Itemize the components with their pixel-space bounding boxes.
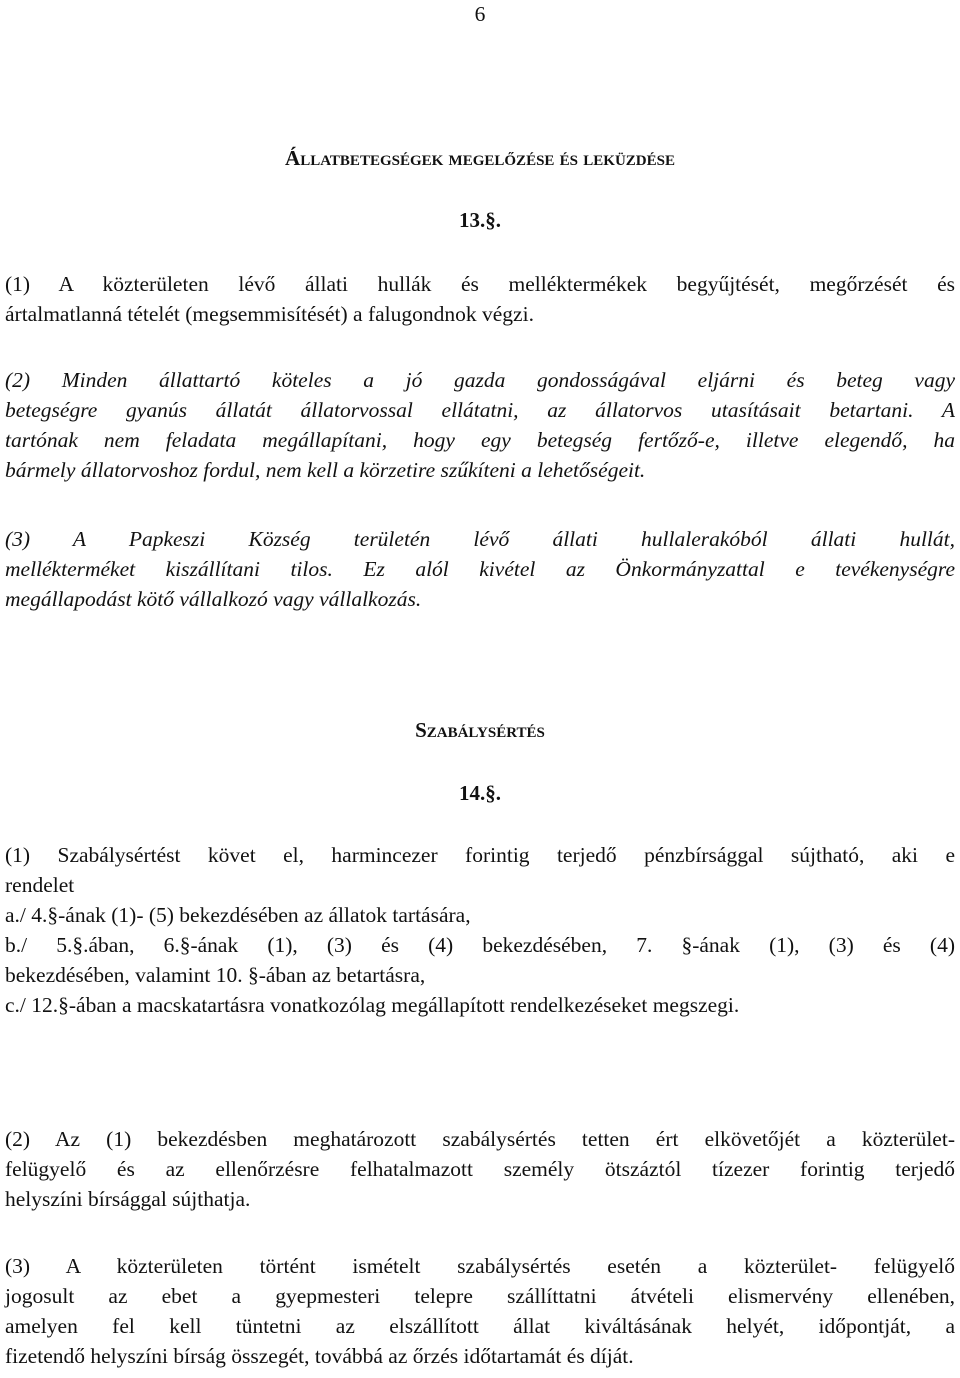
paragraph-line: jogosult az ebet a gyepmesteri telepre szállíttatni átvételi elismervény ellenében, <box>5 1284 955 1308</box>
paragraph-13-3 <box>5 524 955 614</box>
paragraph-line: c./ 12.§-ában a macskatartásra vonatkozólag megállapított rendelkezéseket megszegi. <box>5 993 740 1017</box>
section-number-13: 13.§. <box>459 208 501 232</box>
paragraph-line: fizetendő helyszíni bírság összegét, továbbá az őrzés időtartamát és díját. <box>5 1344 634 1368</box>
section-title-offences: Szabálysértés <box>415 718 545 742</box>
paragraph-14-1 <box>5 840 955 1020</box>
paragraph-line: tartónak nem feladata megállapítani, hogy egy betegség fertőző-e, illetve elegendő, ha <box>5 428 955 452</box>
paragraph-line: (3) A Papkeszi Község területén lévő állati hullalerakóból állati hullát, <box>5 527 955 551</box>
paragraph-14-2 <box>5 1124 955 1214</box>
paragraph-line: felügyelő és az ellenőrzésre felhatalmazott személy ötszáztól tízezer forintig terjedő <box>5 1157 955 1181</box>
paragraph-line: (3) A közterületen történt ismételt szabálysértés esetén a közterület- felügyelő <box>5 1254 955 1278</box>
paragraph-line: (2) Minden állattartó köteles a jó gazda gondosságával eljárni és beteg vagy <box>5 368 955 392</box>
paragraph-13-2 <box>5 365 955 485</box>
paragraph-line: rendelet <box>5 873 75 897</box>
page-number: 6 <box>474 2 486 26</box>
paragraph-14-3 <box>5 1251 955 1371</box>
paragraph-line: a./ 4.§-ának (1)- (5) bekezdésében az állatok tartására, <box>5 903 471 927</box>
paragraph-line: mellékterméket kiszállítani tilos. Ez alól kivétel az Önkormányzattal e tevékenységre <box>5 557 955 581</box>
paragraph-line: b./ 5.§.ában, 6.§-ának (1), (3) és (4) bekezdésében, 7. §-ának (1), (3) és (4) <box>5 933 955 957</box>
paragraph-line: (1) A közterületen lévő állati hullák és melléktermékek begyűjtését, megőrzését és <box>5 272 955 296</box>
paragraph-line: bármely állatorvoshoz fordul, nem kell a körzetire szűkíteni a lehetőségeit. <box>5 458 646 482</box>
paragraph-13-1 <box>5 269 955 329</box>
paragraph-line: ártalmatlanná tételét (megsemmisítését) a falugondnok végzi. <box>5 302 534 326</box>
paragraph-line: (1) Szabálysértést követ el, harmincezer forintig terjedő pénzbírsággal sújtható, aki e <box>5 843 955 867</box>
paragraph-line: megállapodást kötő vállalkozó vagy vállalkozás. <box>5 587 422 611</box>
paragraph-line: bekezdésében, valamint 10. §-ában az betartásra, <box>5 963 426 987</box>
paragraph-line: (2) Az (1) bekezdésben meghatározott szabálysértés tetten ért elkövetőjét a közterület- <box>5 1127 955 1151</box>
section-title-animal-diseases: Állatbetegségek megelőzése és leküzdése <box>285 146 675 170</box>
paragraph-line: amelyen fel kell tüntetni az elszállított állat kiváltásának helyét, időpontját, a <box>5 1314 955 1338</box>
paragraph-line: betegségre gyanús állatát állatorvossal ellátatni, az állatorvos utasításait betartani. A <box>5 398 955 422</box>
section-number-14: 14.§. <box>459 781 501 805</box>
paragraph-line: helyszíni bírsággal sújthatja. <box>5 1187 251 1211</box>
